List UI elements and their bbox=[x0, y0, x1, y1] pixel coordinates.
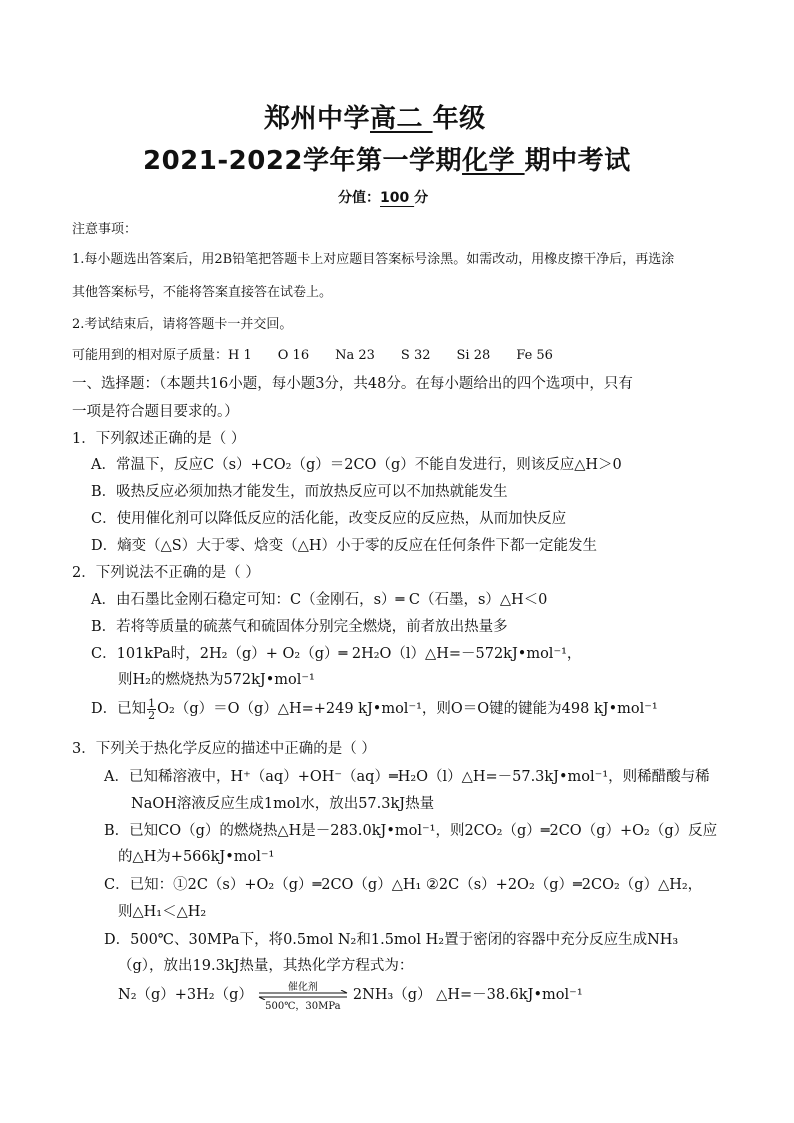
school-name: 郑州中学 bbox=[264, 104, 371, 134]
q2-stem: 2．下列说法不正确的是（ ） bbox=[72, 565, 260, 581]
one-half-fraction bbox=[147, 698, 156, 721]
q1-option-a: A．常温下，反应C（s）+CO₂（g）＝2CO（g）不能自发进行，则该反应△H＞0 bbox=[91, 457, 622, 473]
q3-thermochemical-equation bbox=[118, 978, 583, 1012]
atomic-mass: O 16 bbox=[277, 348, 310, 363]
grade-field: 高二 bbox=[370, 104, 433, 134]
atomic-mass-line bbox=[72, 344, 553, 363]
exam-title-line1 bbox=[264, 98, 486, 135]
q3-option-a-line2: NaOH溶液反应生成1mol水，放出57.3kJ热量 bbox=[131, 796, 435, 812]
section-heading-line1: 一、选择题：（本题共16小题，每小题3分，共48分。在每小题给出的四个选项中，只有 bbox=[72, 376, 633, 392]
term-label: 2021-2022学年第一学期 bbox=[143, 146, 463, 176]
exam-title-line2 bbox=[143, 140, 631, 177]
q2-option-d-prefix: D．已知 bbox=[91, 701, 147, 717]
score-value: 100 bbox=[380, 190, 415, 206]
q2-option-c-line1: C．101kPa时，2H₂（g）+ O₂（g）═ 2H₂O（l）△H=－572kJ•mol⁻¹， bbox=[91, 646, 582, 662]
section-heading-line2: 一项是符合题目要求的。） bbox=[72, 404, 239, 420]
q1-option-d: D．熵变（△S）大于零、焓变（△H）小于零的反应在任何条件下都一定能发生 bbox=[91, 538, 598, 554]
atomic-mass-label: 可能用到的相对原子质量： bbox=[72, 348, 229, 363]
q3-option-b-line1: B．已知CO（g）的燃烧热△H是－283.0kJ•mol⁻¹，则2CO₂（g）═2CO（g）+O₂（g）反应 bbox=[104, 823, 718, 839]
atomic-mass: Na 23 bbox=[335, 348, 375, 363]
q3-option-a-line1: A．已知稀溶液中，H⁺（aq）+OH⁻（aq）═H₂O（l）△H=－57.3kJ•mol⁻¹，则稀醋酸与稀 bbox=[104, 769, 710, 785]
q1-option-c: C．使用催化剂可以降低反应的活化能，改变反应的反应热，从而加快反应 bbox=[91, 511, 567, 527]
fraction-numerator: 1 bbox=[148, 696, 156, 710]
q3-option-d-line2: （g），放出19.3kJ热量，其热化学方程式为： bbox=[118, 958, 414, 974]
equation-products: 2NH₃（g） △H=－38.6kJ•mol⁻¹ bbox=[352, 987, 583, 1003]
q1-stem: 1．下列叙述正确的是（ ） bbox=[72, 431, 246, 447]
subject-field: 化学 bbox=[462, 146, 525, 176]
q3-option-b-line2: 的△H为+566kJ•mol⁻¹ bbox=[118, 849, 275, 865]
atomic-mass: S 32 bbox=[400, 348, 431, 363]
exam-type: 期中考试 bbox=[524, 146, 631, 176]
q3-stem: 3．下列关于热化学反应的描述中正确的是（ ） bbox=[72, 741, 376, 757]
score-label: 分值： bbox=[338, 190, 380, 206]
reversible-arrow bbox=[257, 978, 349, 1012]
equation-reactants: N₂（g）+3H₂（g） bbox=[118, 987, 253, 1003]
score-unit: 分 bbox=[414, 190, 429, 206]
atomic-mass: Fe 56 bbox=[516, 348, 553, 363]
catalyst-label: 催化剂 bbox=[287, 982, 318, 993]
fraction-denominator: 2 bbox=[148, 708, 156, 722]
q2-option-d bbox=[91, 697, 658, 721]
q2-option-a: A．由石墨比金刚石稳定可知：C（金刚石，s）═ C（石墨，s）△H＜0 bbox=[91, 592, 548, 608]
q3-option-c-line1: C．已知：①2C（s）+O₂（g）═2CO（g）△H₁ ②2C（s）+2O₂（g）═2CO₂（g）△H₂， bbox=[104, 877, 703, 893]
grade-suffix: 年级 bbox=[432, 104, 486, 134]
condition-label: 500℃，30MPa bbox=[265, 1001, 341, 1012]
notes-title: 注意事项： bbox=[72, 222, 138, 237]
q2-option-d-text: O₂（g）＝O（g）△H=+249 kJ•mol⁻¹，则O＝O键的键能为498 kJ•mol⁻¹ bbox=[157, 701, 658, 717]
score-line bbox=[338, 187, 428, 207]
q3-option-c-line2: 则△H₁＜△H₂ bbox=[118, 904, 207, 920]
atomic-mass: Si 28 bbox=[456, 348, 491, 363]
note-item-1-line1: 1.每小题选出答案后，用2B铅笔把答题卡上对应题目答案标号涂黑。如需改动，用橡皮擦干净后，再选涂 bbox=[72, 252, 675, 267]
q1-option-b: B．吸热反应必须加热才能发生，而放热反应可以不加热就能发生 bbox=[91, 484, 508, 500]
note-item-2: 2.考试结束后，请将答题卡一并交回。 bbox=[72, 317, 293, 332]
q2-option-b: B．若将等质量的硫蒸气和硫固体分别完全燃烧，前者放出热量多 bbox=[91, 619, 508, 635]
q2-option-c-line2: 则H₂的燃烧热为572kJ•mol⁻¹ bbox=[118, 672, 315, 688]
note-item-1-line2: 其他答案标号，不能将答案直接答在试卷上。 bbox=[72, 285, 333, 300]
q3-option-d-line1: D．500℃、30MPa下，将0.5mol N₂和1.5mol H₂置于密闭的容器中充分反应生成NH₃ bbox=[104, 932, 679, 948]
atomic-mass: H 1 bbox=[228, 348, 252, 363]
